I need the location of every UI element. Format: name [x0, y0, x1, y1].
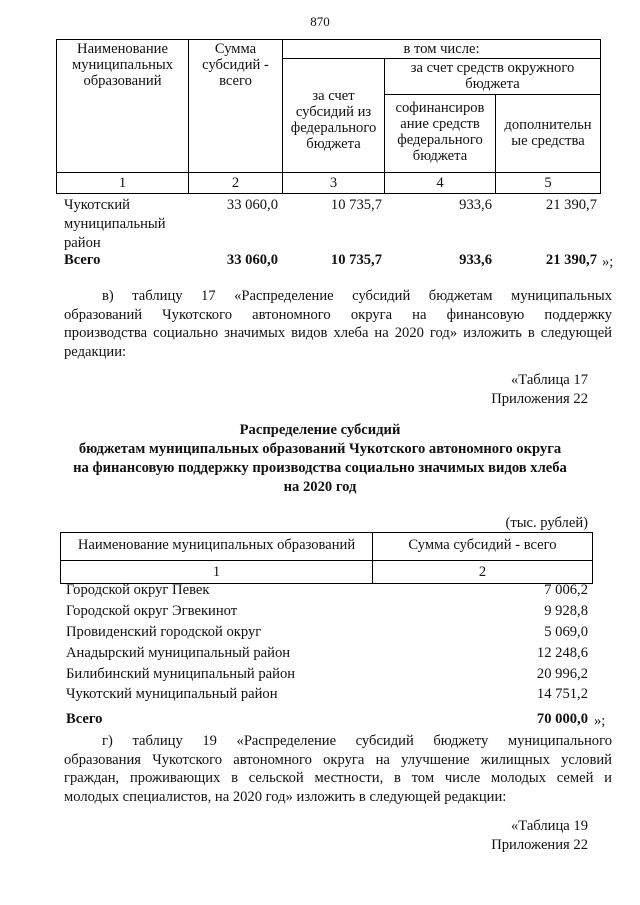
t1-header-including: в том числе:	[403, 41, 480, 57]
t2-total-name: Всего	[66, 711, 103, 727]
t1-colnum-3: 3	[329, 175, 338, 191]
para-g-line-4: молодых специалистов, на 2020 год» изложить в следующей редакции:	[64, 788, 507, 805]
t1-header-federal-l4: бюджета	[306, 136, 361, 152]
t1-row-name-l3: район	[64, 235, 101, 251]
t1-total-cofinancing: 933,6	[459, 252, 492, 268]
t1-header-district-l1: за счет средств окружного	[410, 60, 575, 76]
para-v-line-3: производства социально значимых видов хлеба на 2020 год» изложить в следующей	[64, 325, 612, 341]
table17-label	[380, 371, 588, 409]
t1-header-cofin-l3: федерального	[397, 132, 483, 148]
para-v-line-4: редакции:	[64, 343, 127, 360]
row-name: Билибинский муниципальный район	[66, 666, 296, 682]
t1-row-name-l1: Чукотский	[64, 197, 130, 213]
table17-title-l4: на 2020 год	[283, 479, 357, 495]
table19-label	[380, 817, 588, 855]
t1-closing-quote: »;	[602, 254, 614, 270]
t1-including-border	[282, 58, 601, 59]
row-name: Провиденский городской округ	[66, 624, 262, 640]
para-g-line-2: образования Чукотского автономного округа на улучшение жилищных условий	[64, 751, 612, 768]
t1-colnum-1: 1	[118, 175, 127, 191]
t2-colnum-2: 2	[478, 564, 487, 580]
t2-closing-quote: »;	[594, 713, 606, 729]
t1-header-name	[57, 41, 188, 89]
row-value: 14 751,2	[536, 686, 588, 702]
table19-label-l2: Приложения 22	[491, 837, 588, 853]
t1-colnum-4: 4	[436, 175, 444, 191]
t1-header-total-l3: всего	[219, 73, 252, 89]
table-row	[66, 601, 588, 621]
row-value: 5 069,0	[544, 624, 588, 640]
para-v-line-2: образований Чукотского автономного округа на финансовую поддержку	[64, 306, 612, 323]
row-value: 20 996,2	[536, 666, 588, 682]
table17-title-l1: Распределение субсидий	[239, 422, 401, 438]
t2-header-name: Наименование муниципальных образований	[77, 537, 356, 553]
row-value: 9 928,8	[544, 603, 588, 619]
t1-colnum-bottom-border	[56, 193, 601, 194]
row-value: 12 248,6	[536, 645, 588, 661]
table19-label-l1: «Таблица 19	[510, 818, 588, 834]
table17-title-l3: на финансовую поддержку производства социально значимых видов хлеба	[73, 460, 567, 476]
t1-header-federal-l2: субсидий из	[295, 104, 372, 120]
t1-row-federal: 10 735,7	[330, 197, 382, 213]
t2-colnum-1: 1	[212, 564, 221, 580]
t1-header-name-l2: муниципальных	[71, 57, 174, 73]
para-v-line-1: в) таблицу 17 «Распределение субсидий бюджетам муниципальных	[102, 288, 612, 304]
t1-row-cofinancing: 933,6	[459, 197, 492, 213]
paragraph-v	[64, 287, 612, 361]
t1-colnum-5: 5	[544, 175, 552, 191]
row-name: Городской округ Певек	[66, 582, 210, 598]
t1-row-name	[64, 196, 166, 253]
t1-district-border	[384, 94, 601, 95]
t1-header-name-l1: Наименование	[77, 41, 168, 57]
t1-header-federal-l1: за счет	[312, 88, 355, 104]
row-name: Анадырский муниципальный район	[66, 645, 291, 661]
t2-units: (тыс. рублей)	[505, 515, 588, 531]
paragraph-g	[64, 732, 612, 806]
t1-header-cofin-l2: ание средств	[400, 116, 480, 132]
t2-header-bottom-border	[60, 560, 593, 561]
t1-header-cofin-l1: софинансиров	[395, 100, 485, 116]
t2-right-border	[592, 532, 593, 584]
row-value: 7 006,2	[544, 582, 588, 598]
t1-row-name-l2: муниципальный	[64, 216, 166, 232]
t1-total-total: 33 060,0	[226, 252, 278, 268]
table17-title	[40, 421, 600, 497]
t1-header-federal-l3: федерального	[290, 120, 377, 136]
t1-right-border	[600, 39, 601, 194]
t1-total-name: Всего	[64, 252, 101, 268]
t1-total-additional: 21 390,7	[545, 252, 597, 268]
t1-header-bottom-border	[56, 172, 601, 173]
row-name: Чукотский муниципальный район	[66, 686, 278, 702]
t1-header-name-l3: образований	[83, 73, 162, 89]
row-name: Городской округ Эгвекинот	[66, 603, 238, 619]
table-row	[66, 684, 588, 704]
para-g-line-1: г) таблицу 19 «Распределение субсидий бюджету муниципального	[102, 733, 612, 749]
t1-header-district	[385, 60, 600, 92]
t1-top-border	[56, 39, 601, 40]
t1-total-federal: 10 735,7	[330, 252, 382, 268]
t1-header-district-l2: бюджета	[465, 76, 520, 92]
table-row	[66, 664, 588, 684]
page-number: 870	[310, 14, 330, 29]
t2-total-row	[66, 709, 588, 729]
table-row	[66, 580, 588, 600]
table-row	[66, 643, 588, 663]
t1-row-total: 33 060,0	[226, 197, 278, 213]
para-g-line-3: граждан, проживающих в сельской местности, в том числе молодых семей и	[64, 770, 612, 786]
t1-header-federal	[283, 88, 384, 152]
t1-header-total	[189, 41, 282, 89]
t1-header-additional	[496, 117, 600, 149]
t2-top-border	[60, 532, 593, 533]
table17-title-l2: бюджетам муниципальных образований Чукотского автономного округа	[78, 441, 562, 457]
t1-header-cofinancing	[385, 100, 495, 164]
t1-header-total-l2: субсидий -	[202, 57, 269, 73]
t2-header-total: Сумма субсидий - всего	[408, 537, 557, 553]
t1-header-add-l1: дополнительн	[504, 117, 592, 133]
table17-label-l2: Приложения 22	[491, 391, 588, 407]
t2-total-value: 70 000,0	[536, 711, 588, 727]
t1-header-cofin-l4: бюджета	[412, 148, 468, 164]
table17-label-l1: «Таблица 17	[510, 372, 588, 388]
t1-row-additional: 21 390,7	[545, 197, 597, 213]
t1-header-total-l1: Сумма	[214, 41, 257, 57]
table-row	[66, 622, 588, 642]
t1-header-add-l2: ые средства	[511, 133, 585, 149]
t1-colnum-2: 2	[231, 175, 240, 191]
